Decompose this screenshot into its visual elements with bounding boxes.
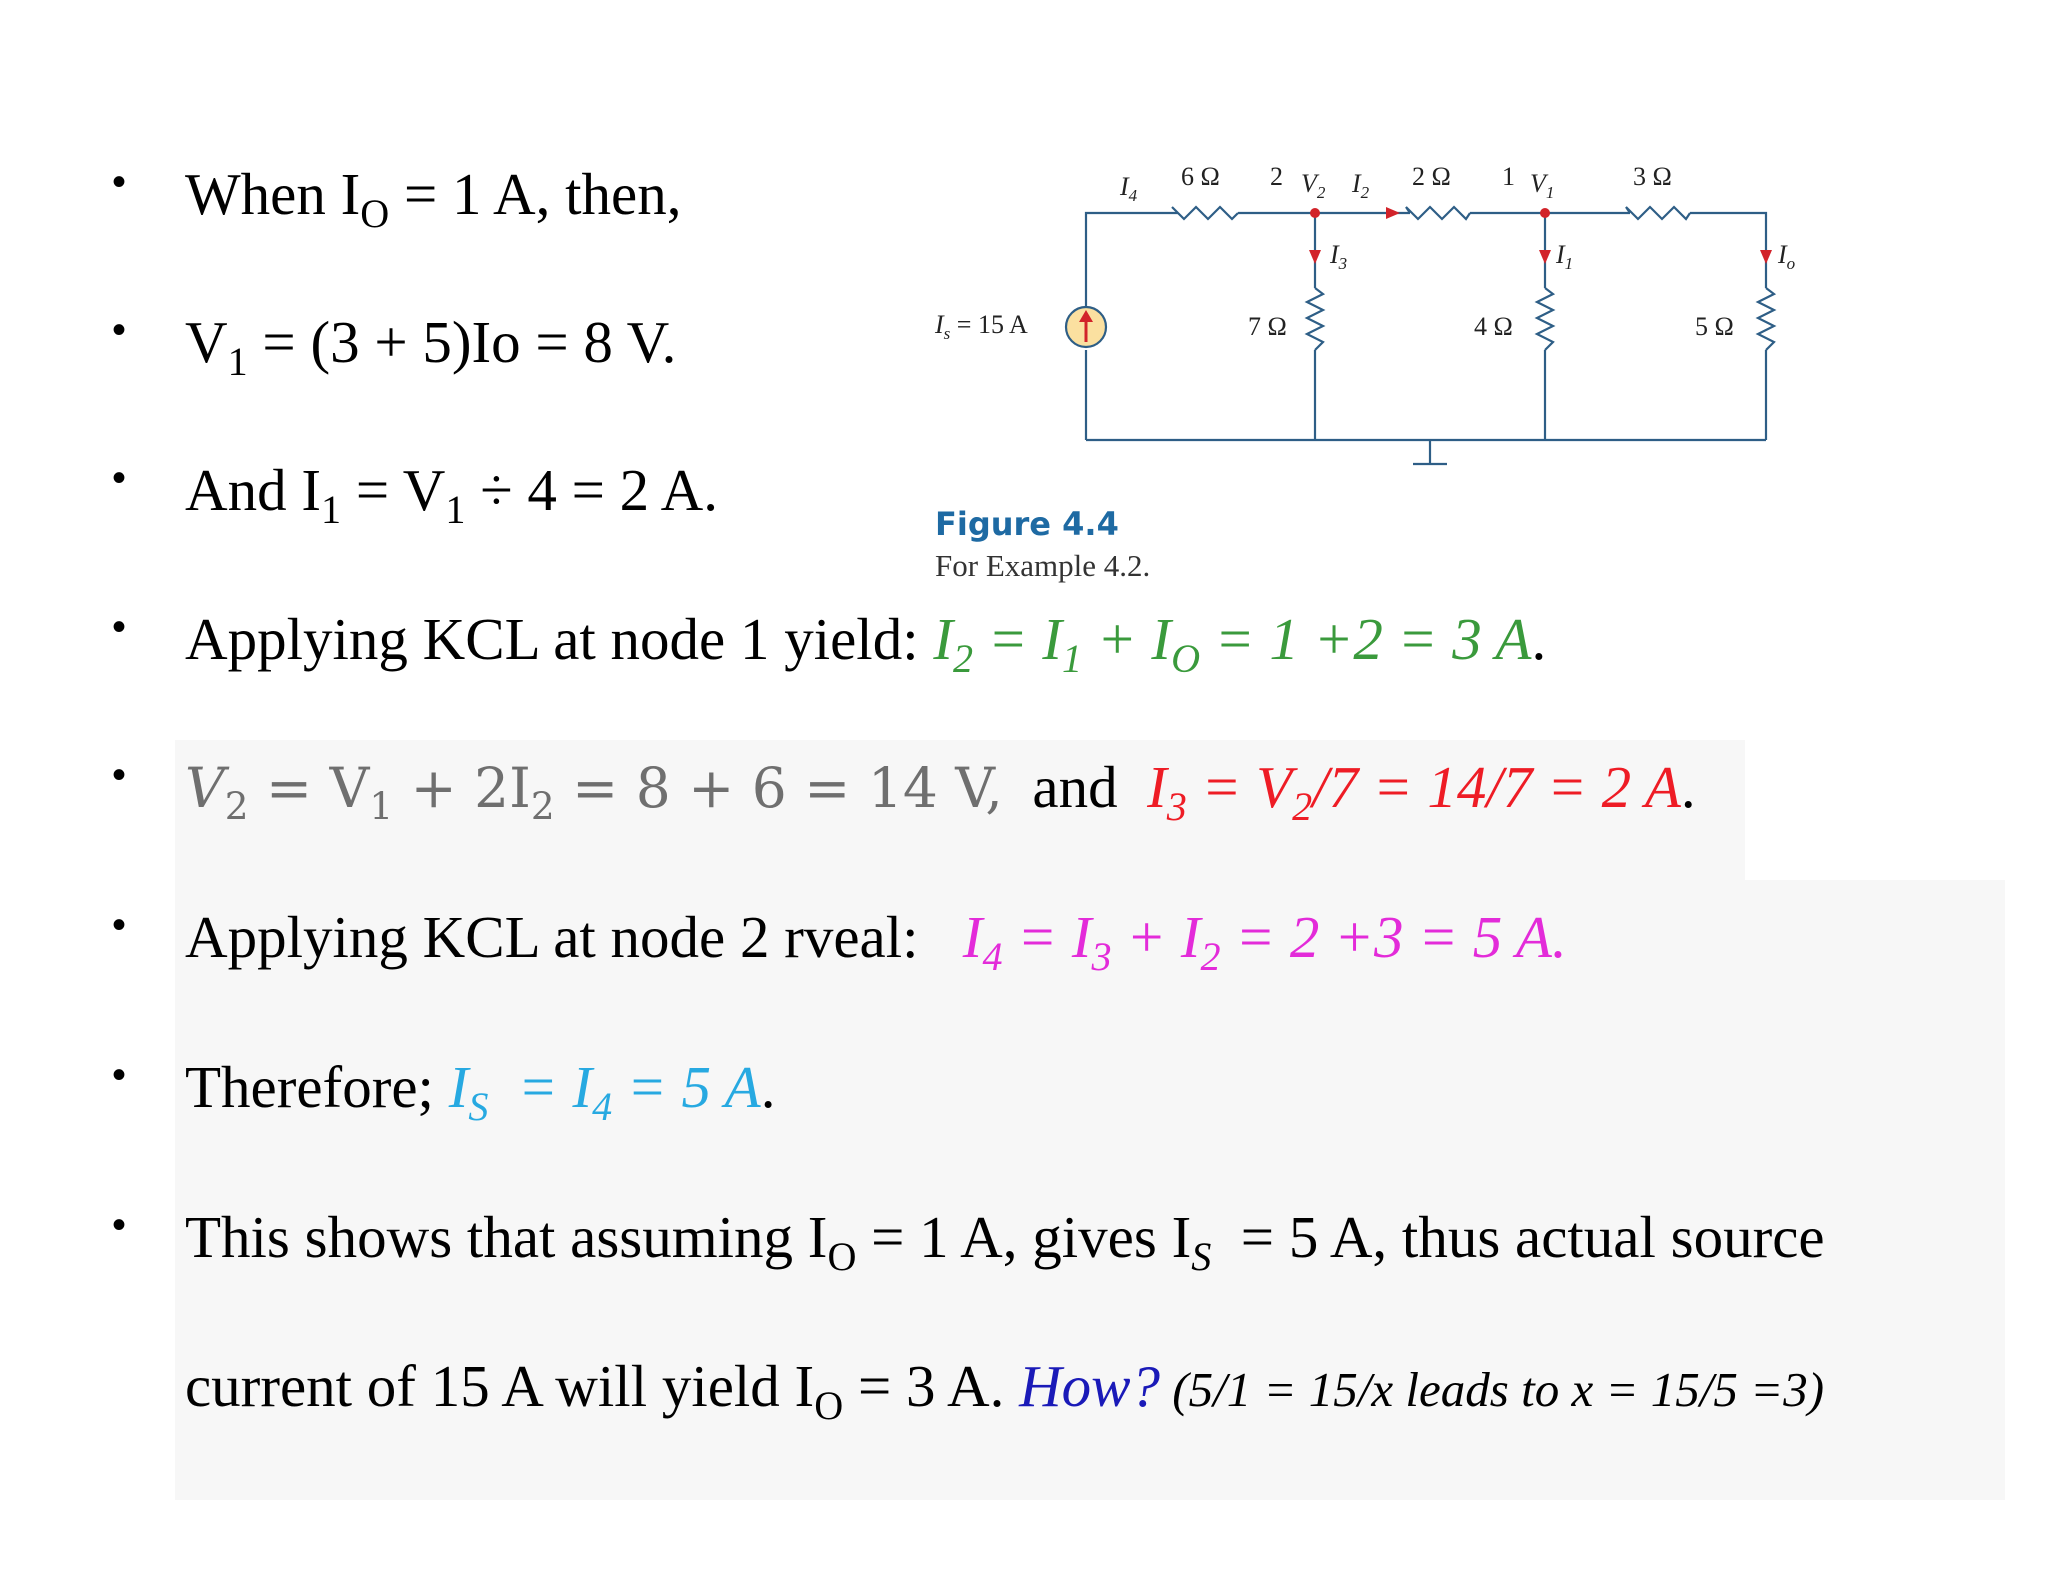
node-2-dot [1310,208,1320,218]
v2-equation: $V_2 = V_1 + 2I_2 = 8 + 6 = 14$ V, [185,756,1003,828]
resistor-2-label: 2 Ω [1412,162,1451,191]
is-equation: $I_S = I_4 = 5$ A [448,1054,761,1129]
v2-label: $V_2$ [1301,169,1326,202]
i3-equation: $I_3 = V_2/7 = 14/7 = 2$ A [1147,754,1681,829]
bullet-marker: • [112,456,127,500]
bullet-text-5: $V_2 = V_1 + 2I_2 = 8 + 6 = 14$ V, and $I_3 = V_2/7 = 14/7 = 2$ A. [185,754,1696,829]
bullet-text-8: This shows that assuming $I_O = 1$ A, gives $I_S = 5$ A, thus actual source [185,1204,1825,1279]
current-source [1066,307,1106,347]
bullet-marker: • [112,308,127,352]
how-question: How? [1019,1353,1161,1419]
kcl-node2-equation: $I_4 = I_3 + I_2 = 2 +3 = 5$ A. [962,904,1567,979]
kcl-node1-equation: $I_2 = I_1 + I_O = 1 +2 = 3$ A [933,606,1532,681]
current-arrows [1309,207,1772,264]
bullet-marker: • [112,753,127,797]
bullet-text-4: Applying KCL at node 1 yield: $I_2 = I_1 + I_O = 1 +2 = 3$ A. [185,606,1547,681]
node-1-dot [1540,208,1550,218]
resistor-3-label: 3 Ω [1633,162,1672,191]
io-label: $I_o$ [1778,240,1796,273]
ratio-note: (5/1 = 15/x leads to x = 15/5 =3) [1160,1362,1825,1417]
bullet-marker: • [112,160,127,204]
bullet-marker: • [112,1053,127,1097]
node-1-label: 1 [1502,162,1515,191]
figure-caption-title: Figure 4.4 [935,505,1119,543]
resistor-7-label: 7 Ω [1248,312,1287,341]
is-label: $I_s = 15$ A [935,310,1028,343]
bullet-text-6: Applying KCL at node 2 rveal: $I_4 = I_3 + I_2 = 2 +3 = 5$ A. [185,904,1567,979]
i1-label: $I_1$ [1556,240,1574,273]
bullet-marker: • [112,605,127,649]
resistor-5-label: 5 Ω [1695,312,1734,341]
bullet-text-9: current of 15 A will yield $I_O = 3$ A. How? (5/1 = 15/x leads to x = 15/5 =3) [185,1353,1825,1428]
circuit-wires [1086,207,1774,470]
circuit-diagram [920,150,1820,470]
bullet-text-3: And $I_1 = V_1 \div 4 = 2$ A. [185,457,718,532]
resistor-4-label: 4 Ω [1474,312,1513,341]
bullet-text-7: Therefore; $I_S = I_4 = 5$ A. [185,1054,776,1129]
figure-caption-subtitle: For Example 4.2. [935,548,1151,583]
bullet-text-2: $V_1 = (3 + 5)Io = 8$ V. [185,309,677,384]
v1-label: $V_1$ [1530,169,1555,202]
node-2-label: 2 [1270,162,1283,191]
i3-label: $I_3$ [1330,240,1348,273]
resistor-6-label: 6 Ω [1181,162,1220,191]
i4-label: $I_4$ [1120,172,1138,205]
bullet-marker: • [112,1203,127,1247]
i2-label: $I_2$ [1352,169,1370,202]
bullet-text-1: When $I_O = 1$ A, then, [185,161,682,236]
bullet-marker: • [112,903,127,947]
